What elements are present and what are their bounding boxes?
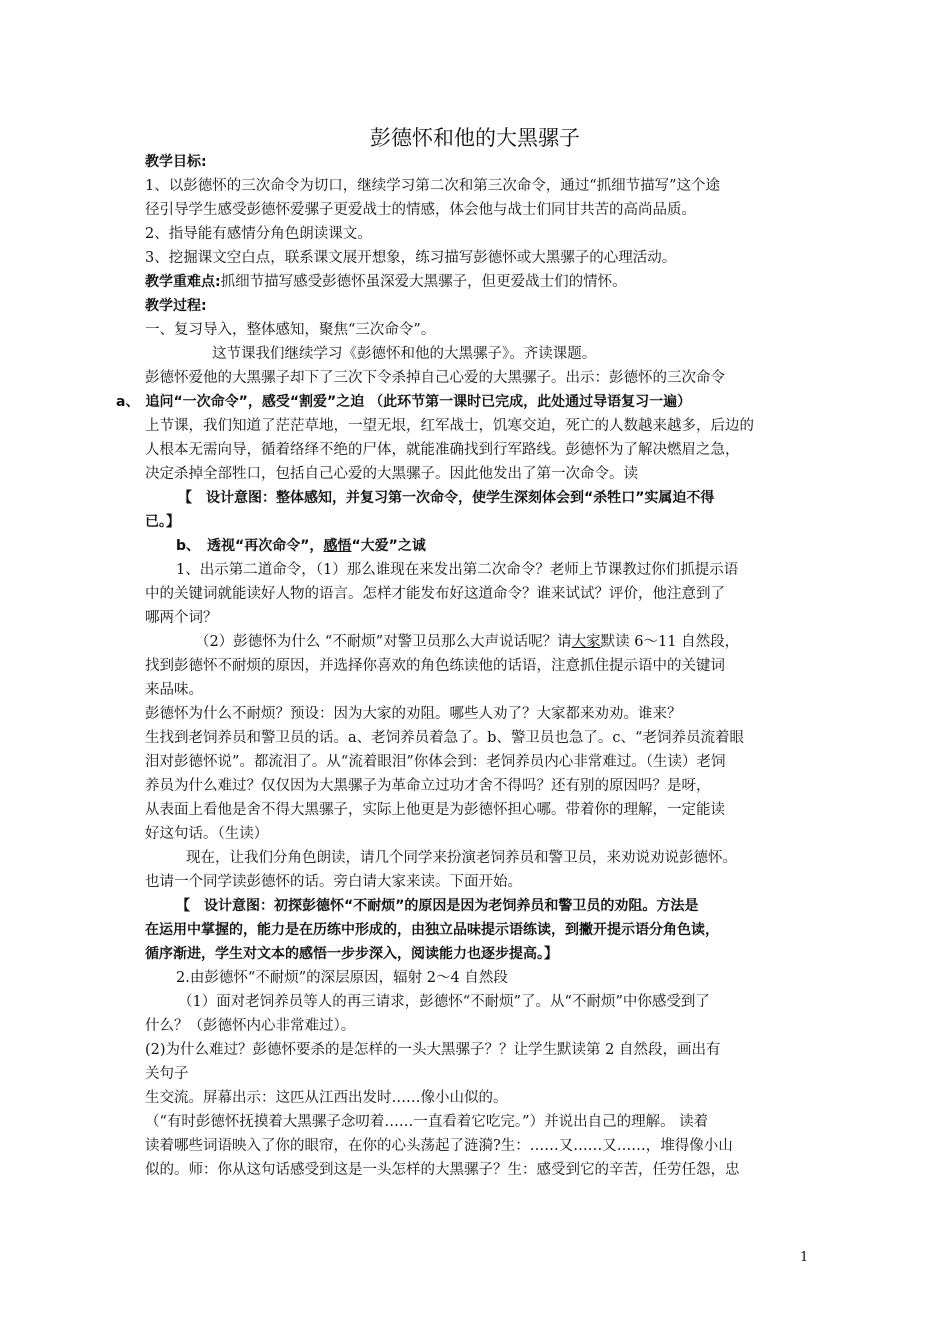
step-a-title: 追问“一次命令”，感受“割爱”之迫 （此环节第一课时已完成，此处通过导语复习一遍） [145, 394, 692, 410]
text-line: 似的。师：你从这句话感受到这是一头怎样的大黑骡子？生：感受到它的辛苦，任劳任怨，忠 [145, 1162, 740, 1178]
text-line: 中的关键词就能读好人物的语言。怎样才能发布好这道命令？谁来试试？评价，他注意到了 [145, 586, 725, 602]
text-line [145, 270, 810, 294]
section-heading-key-points: 教学重难点: [145, 274, 221, 290]
text-line: 养员为什么难过？仅仅因为大黑骡子为革命立过功才舍不得吗？还有别的原因吗？是呀， [145, 778, 711, 794]
text-line: 上节课，我们知道了茫茫草地，一望无垠，红军战士，饥寒交迫，死亡的人数越来越多，后边的 [145, 418, 754, 434]
text-line: 一、复习导入，整体感知，聚焦“三次命令”。 [145, 322, 436, 338]
page-number: 1 [800, 1250, 809, 1265]
design-intent-2-line: 在运用中掌握的，能力是在历练中形成的，由独立品味提示语练读，到撇开提示语分角色读， [145, 922, 719, 938]
section-heading-process: 教学过程: [145, 298, 207, 314]
text-line: （2）彭德怀为什么 “不耐烦”对警卫员那么大声说话呢？请大家默读 6～11 自然段， [195, 634, 740, 650]
text-line: 来品味。 [145, 682, 203, 698]
text-line: 2.由彭德怀“不耐烦”的深层原因，辐射 2～4 自然段 [176, 970, 508, 986]
text-line: 读着哪些词语映入了你的眼帘，在你的心头荡起了涟漪?生：……又……又……，堆得像小山 [145, 1138, 733, 1154]
text-line: 2、指导能有感情分角色朗读课文。 [145, 226, 372, 242]
text-line: 生交流。屏幕出示：这匹从江西出发时……像小山似的。 [145, 1090, 508, 1106]
text-line: 3、挖掘课文空白点，联系课文展开想象，练习描写彭德怀或大黑骡子的心理活动。 [145, 250, 677, 266]
step-b-title: b、 透视“再次命令”， [176, 538, 324, 554]
underlined-word: 大家 [571, 634, 601, 650]
text-line: 什么？（彭德怀内心非常难过）。 [145, 1018, 356, 1034]
text-line: 好这句话。（生读） [145, 826, 269, 842]
design-intent-1-end: 已。】 [145, 514, 180, 530]
text-line: 从表面上看他是舍不得大黑骡子，实际上他更是为彭德怀担心哪。带着你的理解，一定能读 [145, 802, 725, 818]
text-line: 径引导学生感受彭德怀爱骡子更爱战士的情感，体会他与战士们同甘共苦的高尚品质。 [145, 202, 696, 218]
step-a-marker: a、 [116, 394, 140, 410]
text-line: 人根本无需向导，循着络绎不绝的尸体，就能准确找到行军路线。彭德怀为了解决燃眉之急， [145, 442, 740, 458]
text-line: （“有时彭德怀抚摸着大黑骡子念叨着……一直看着它吃完。”）并说出自己的理解。 读着 [145, 1114, 709, 1130]
page-title: 彭德怀和他的大黑骡子 [370, 126, 580, 150]
design-intent-1: 【 设计意图：整体感知，并复习第一次命令，使学生深刻体会到“杀牲口”实属迫不得 [178, 490, 715, 506]
text-line: （1）面对老饲养员等人的再三请求，彭德怀“不耐烦”了。从“不耐烦”中你感受到了 [178, 994, 710, 1010]
text-line: 决定杀掉全部牲口，包括自己心爱的大黑骡子。因此他发出了第一次命令。读 [145, 466, 638, 482]
step-b-title-end: “大爱”之诚 [351, 538, 426, 554]
text-line: 1、以彭德怀的三次命令为切口，继续学习第二次和第三次命令，通过“抓细节描写”这个途 [145, 178, 721, 194]
step-b-underlined: 感悟 [323, 538, 352, 554]
text-line: 哪两个词？ [145, 610, 218, 626]
text-line: 彭德怀为什么不耐烦？预设：因为大家的劝阻。哪些人劝了？大家都来劝劝。谁来？ [145, 706, 682, 722]
step-b-heading [176, 534, 810, 558]
text-line: 1、出示第二道命令，（1）那么谁现在来发出第二次命令？老师上节课教过你们抓提示语 [176, 562, 739, 578]
text-line: 也请一个同学读彭德怀的话。旁白请大家来读。下面开始。 [145, 874, 522, 890]
text-line: 找到彭德怀不耐烦的原因，并选择你喜欢的角色练读他的话语，注意抓住提示语中的关键词 [145, 658, 725, 674]
key-points-text: 抓细节描写感受彭德怀虽深爱大黑骡子，但更爱战士们的情怀。 [220, 274, 627, 290]
text-line: (2)为什么难过？彭德怀要杀的是怎样的一头大黑骡子？？让学生默读第 2 自然段，画出有 [145, 1042, 721, 1058]
text-line: 这节课我们继续学习《彭德怀和他的大黑骡子》。齐读课题。 [212, 346, 597, 362]
step-a-heading [116, 390, 810, 414]
text-line: 泪对彭德怀说”。都流泪了。从“流着眼泪”你体会到：老饲养员内心非常难过。（生读）老饲 [145, 754, 726, 770]
text-line: 彭德怀爱他的大黑骡子却下了三次下令杀掉自己心爱的大黑骡子。出示：彭德怀的三次命令 [145, 370, 725, 386]
text-line: 生找到老饲养员和警卫员的话。a、老饲养员着急了。b、警卫员也急了。c、“老饲养员流着眼 [145, 730, 744, 746]
text-line: 关句子 [145, 1066, 189, 1082]
design-intent-2-line: 循序渐进，学生对文本的感悟一步步深入，阅读能力也逐步提高。】 [145, 946, 558, 962]
text-line: 现在，让我们分角色朗读，请几个同学来扮演老饲养员和警卫员，来劝说劝说彭德怀。 [186, 850, 737, 866]
section-heading-goals: 教学目标: [145, 154, 207, 170]
design-intent-2: 【 设计意图：初探彭德怀“不耐烦”的原因是因为老饲养员和警卫员的劝阻。方法是 [176, 898, 699, 914]
